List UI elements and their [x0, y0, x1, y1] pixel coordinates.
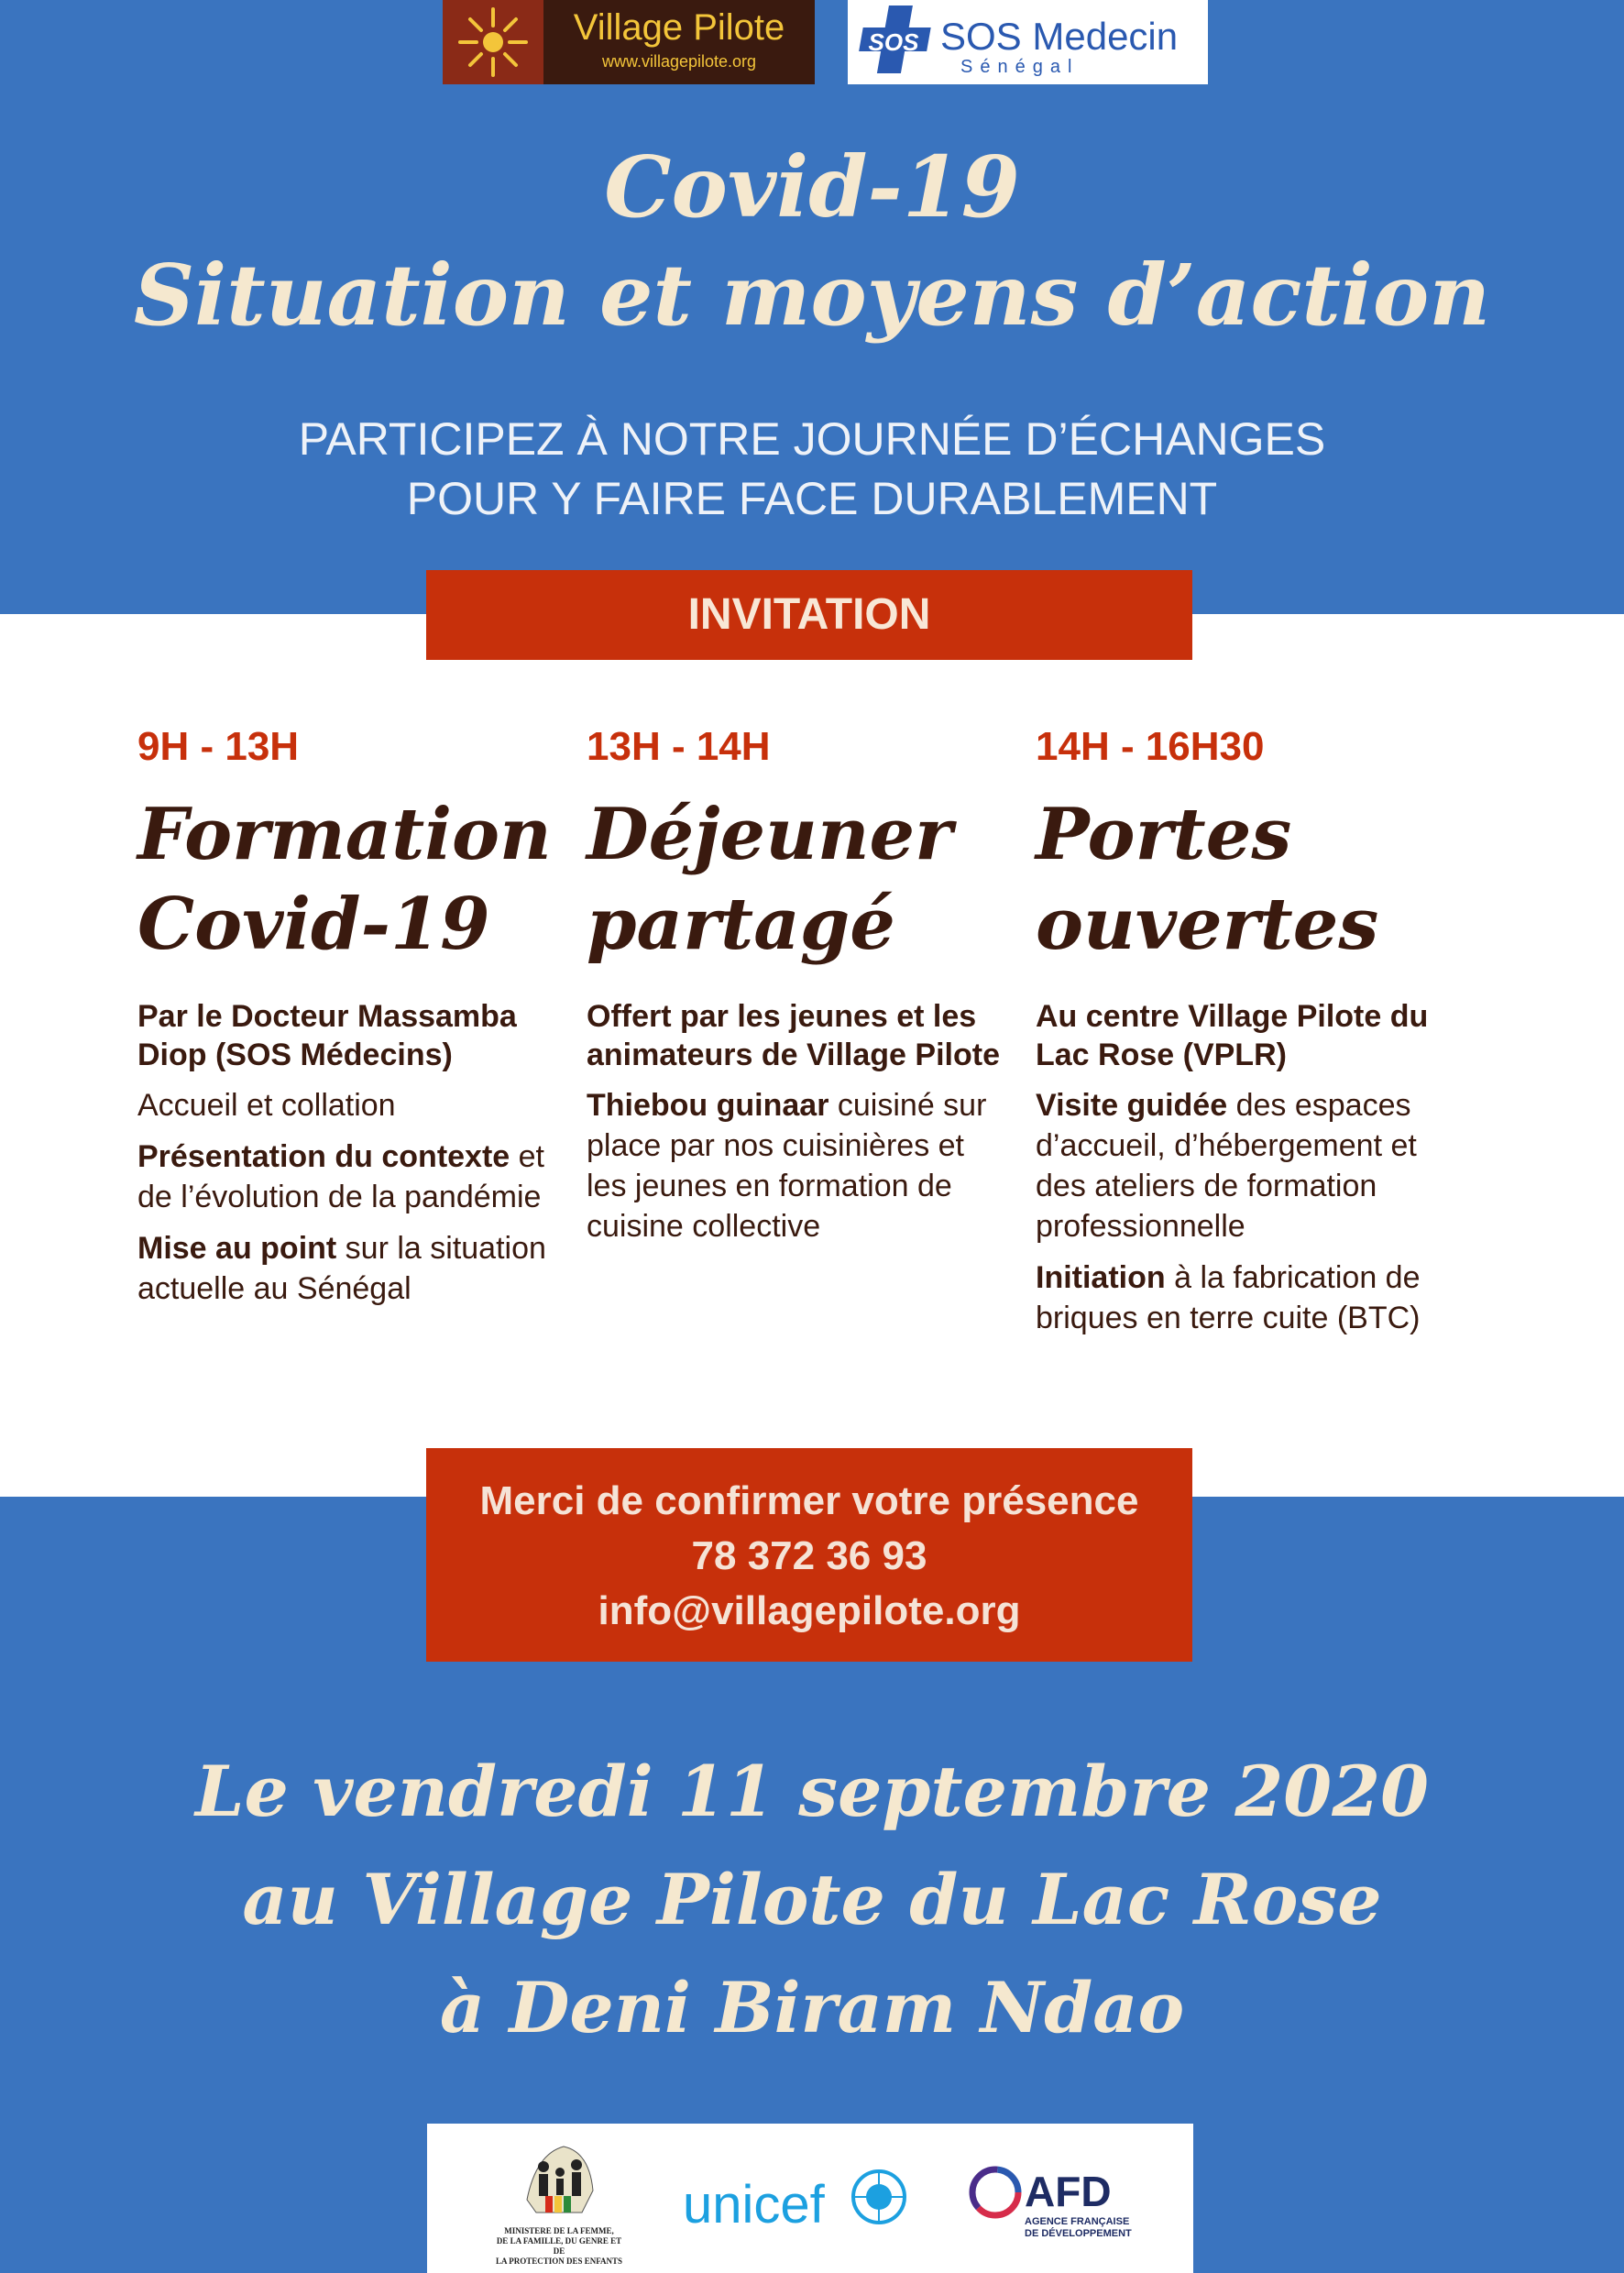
village-pilote-name: Village Pilote	[573, 7, 785, 48]
column-item-highlight: Thiebou guinaar	[587, 1088, 829, 1123]
confirm-phone-link[interactable]: 78 372 36 93	[691, 1533, 927, 1578]
village-pilote-url: www.villagepilote.org	[601, 52, 757, 71]
column-heading	[587, 790, 1008, 970]
afd-subtitle-line: AGENCE FRANÇAISE	[1025, 2216, 1130, 2227]
column-item	[1036, 1257, 1457, 1338]
afd-logo: AFD	[1025, 2168, 1112, 2215]
column-heading	[137, 790, 559, 970]
column-item-text: des espaces d’accueil, d’hébergement et des ateliers de formation professionnelle	[1036, 1088, 1417, 1244]
column-heading-line: Covid-19	[137, 883, 490, 966]
title-line-2: Situation et moyens d’action	[133, 246, 1491, 345]
column-item-highlight: Présentation du contexte	[137, 1139, 510, 1174]
column-heading-line: Déjeuner	[587, 793, 953, 876]
afd-subtitle	[1025, 2216, 1132, 2240]
column-item-text: et de l’évolution de la pandémie	[137, 1139, 545, 1214]
village-pilote-sun-icon	[443, 0, 543, 84]
column-heading-line: Formation	[137, 793, 552, 876]
column-heading	[1036, 790, 1457, 970]
column-item: Accueil et collation	[137, 1088, 396, 1123]
confirm-label: Merci de confirmer votre présence	[479, 1478, 1139, 1523]
column-item	[587, 1085, 1008, 1246]
confirm-presence-box	[426, 1448, 1192, 1662]
column-item	[1036, 1085, 1457, 1246]
ministry-name-line: MINISTERE DE LA FEMME,	[504, 2226, 614, 2235]
column-time: 14H - 16H30	[1036, 724, 1265, 769]
confirm-email-link[interactable]: info@villagepilote.org	[598, 1588, 1021, 1633]
column-item	[137, 1228, 559, 1309]
afd-subtitle-line: DE DÉVELOPPEMENT	[1025, 2228, 1132, 2239]
sos-medecin-name: SOS Medecin	[940, 15, 1179, 58]
ministry-name-line: LA PROTECTION DES ENFANTS	[495, 2257, 623, 2266]
program-column-formation	[137, 724, 559, 1309]
village-pilote-logo	[543, 0, 815, 84]
column-time: 13H - 14H	[587, 724, 771, 769]
column-heading-line: partagé	[587, 883, 895, 966]
column-item-text: cuisiné sur place par nos cuisinières et les jeunes en formation de cuisine collective	[587, 1088, 987, 1244]
subtitle-line-1: PARTICIPEZ À NOTRE JOURNÉE D’ÉCHANGES	[298, 413, 1326, 465]
subtitle-line-2: POUR Y FAIRE FACE DURABLEMENT	[406, 473, 1218, 524]
column-item-text: à la fabrication de briques en terre cuite (BTC)	[1036, 1260, 1421, 1335]
column-heading-line: ouvertes	[1036, 883, 1379, 966]
program-column-portes-ouvertes	[1036, 724, 1457, 1338]
event-place: au Village Pilote du Lac Rose	[242, 1859, 1382, 1940]
column-intro: Offert par les jeunes et les animateurs de Village Pilote	[587, 999, 1000, 1072]
column-intro: Au centre Village Pilote du Lac Rose (VPLR)	[1036, 999, 1429, 1072]
invitation-banner: INVITATION	[426, 570, 1192, 660]
ministry-name-line: DE LA FAMILLE, DU GENRE ET DE	[496, 2236, 622, 2256]
program-column-dejeuner	[587, 724, 1008, 1246]
column-item-text: sur la situation actuelle au Sénégal	[137, 1231, 546, 1306]
afd-ring-icon	[968, 2165, 1023, 2224]
ministry-logo	[495, 2136, 623, 2267]
unicef-globe-icon	[850, 2169, 907, 2230]
unicef-logo: unicef	[683, 2175, 825, 2235]
column-time: 9H - 13H	[137, 724, 300, 769]
sos-cross-icon	[848, 0, 939, 84]
column-heading-line: Portes	[1036, 793, 1292, 876]
sos-badge-text: SOS	[868, 28, 919, 56]
column-item	[137, 1136, 559, 1217]
event-location: à Deni Biram Ndao	[439, 1967, 1185, 2048]
title-line-1: Covid-19	[604, 137, 1020, 236]
column-item-highlight: Initiation	[1036, 1260, 1166, 1295]
column-item-highlight: Mise au point	[137, 1231, 337, 1266]
column-item-highlight: Visite guidée	[1036, 1088, 1228, 1123]
column-intro: Par le Docteur Massamba Diop (SOS Médecins)	[137, 999, 517, 1072]
event-date: Le vendredi 11 septembre 2020	[195, 1751, 1429, 1832]
sos-medecin-country: Sénégal	[960, 57, 1080, 77]
ministry-family-icon	[518, 2136, 600, 2218]
